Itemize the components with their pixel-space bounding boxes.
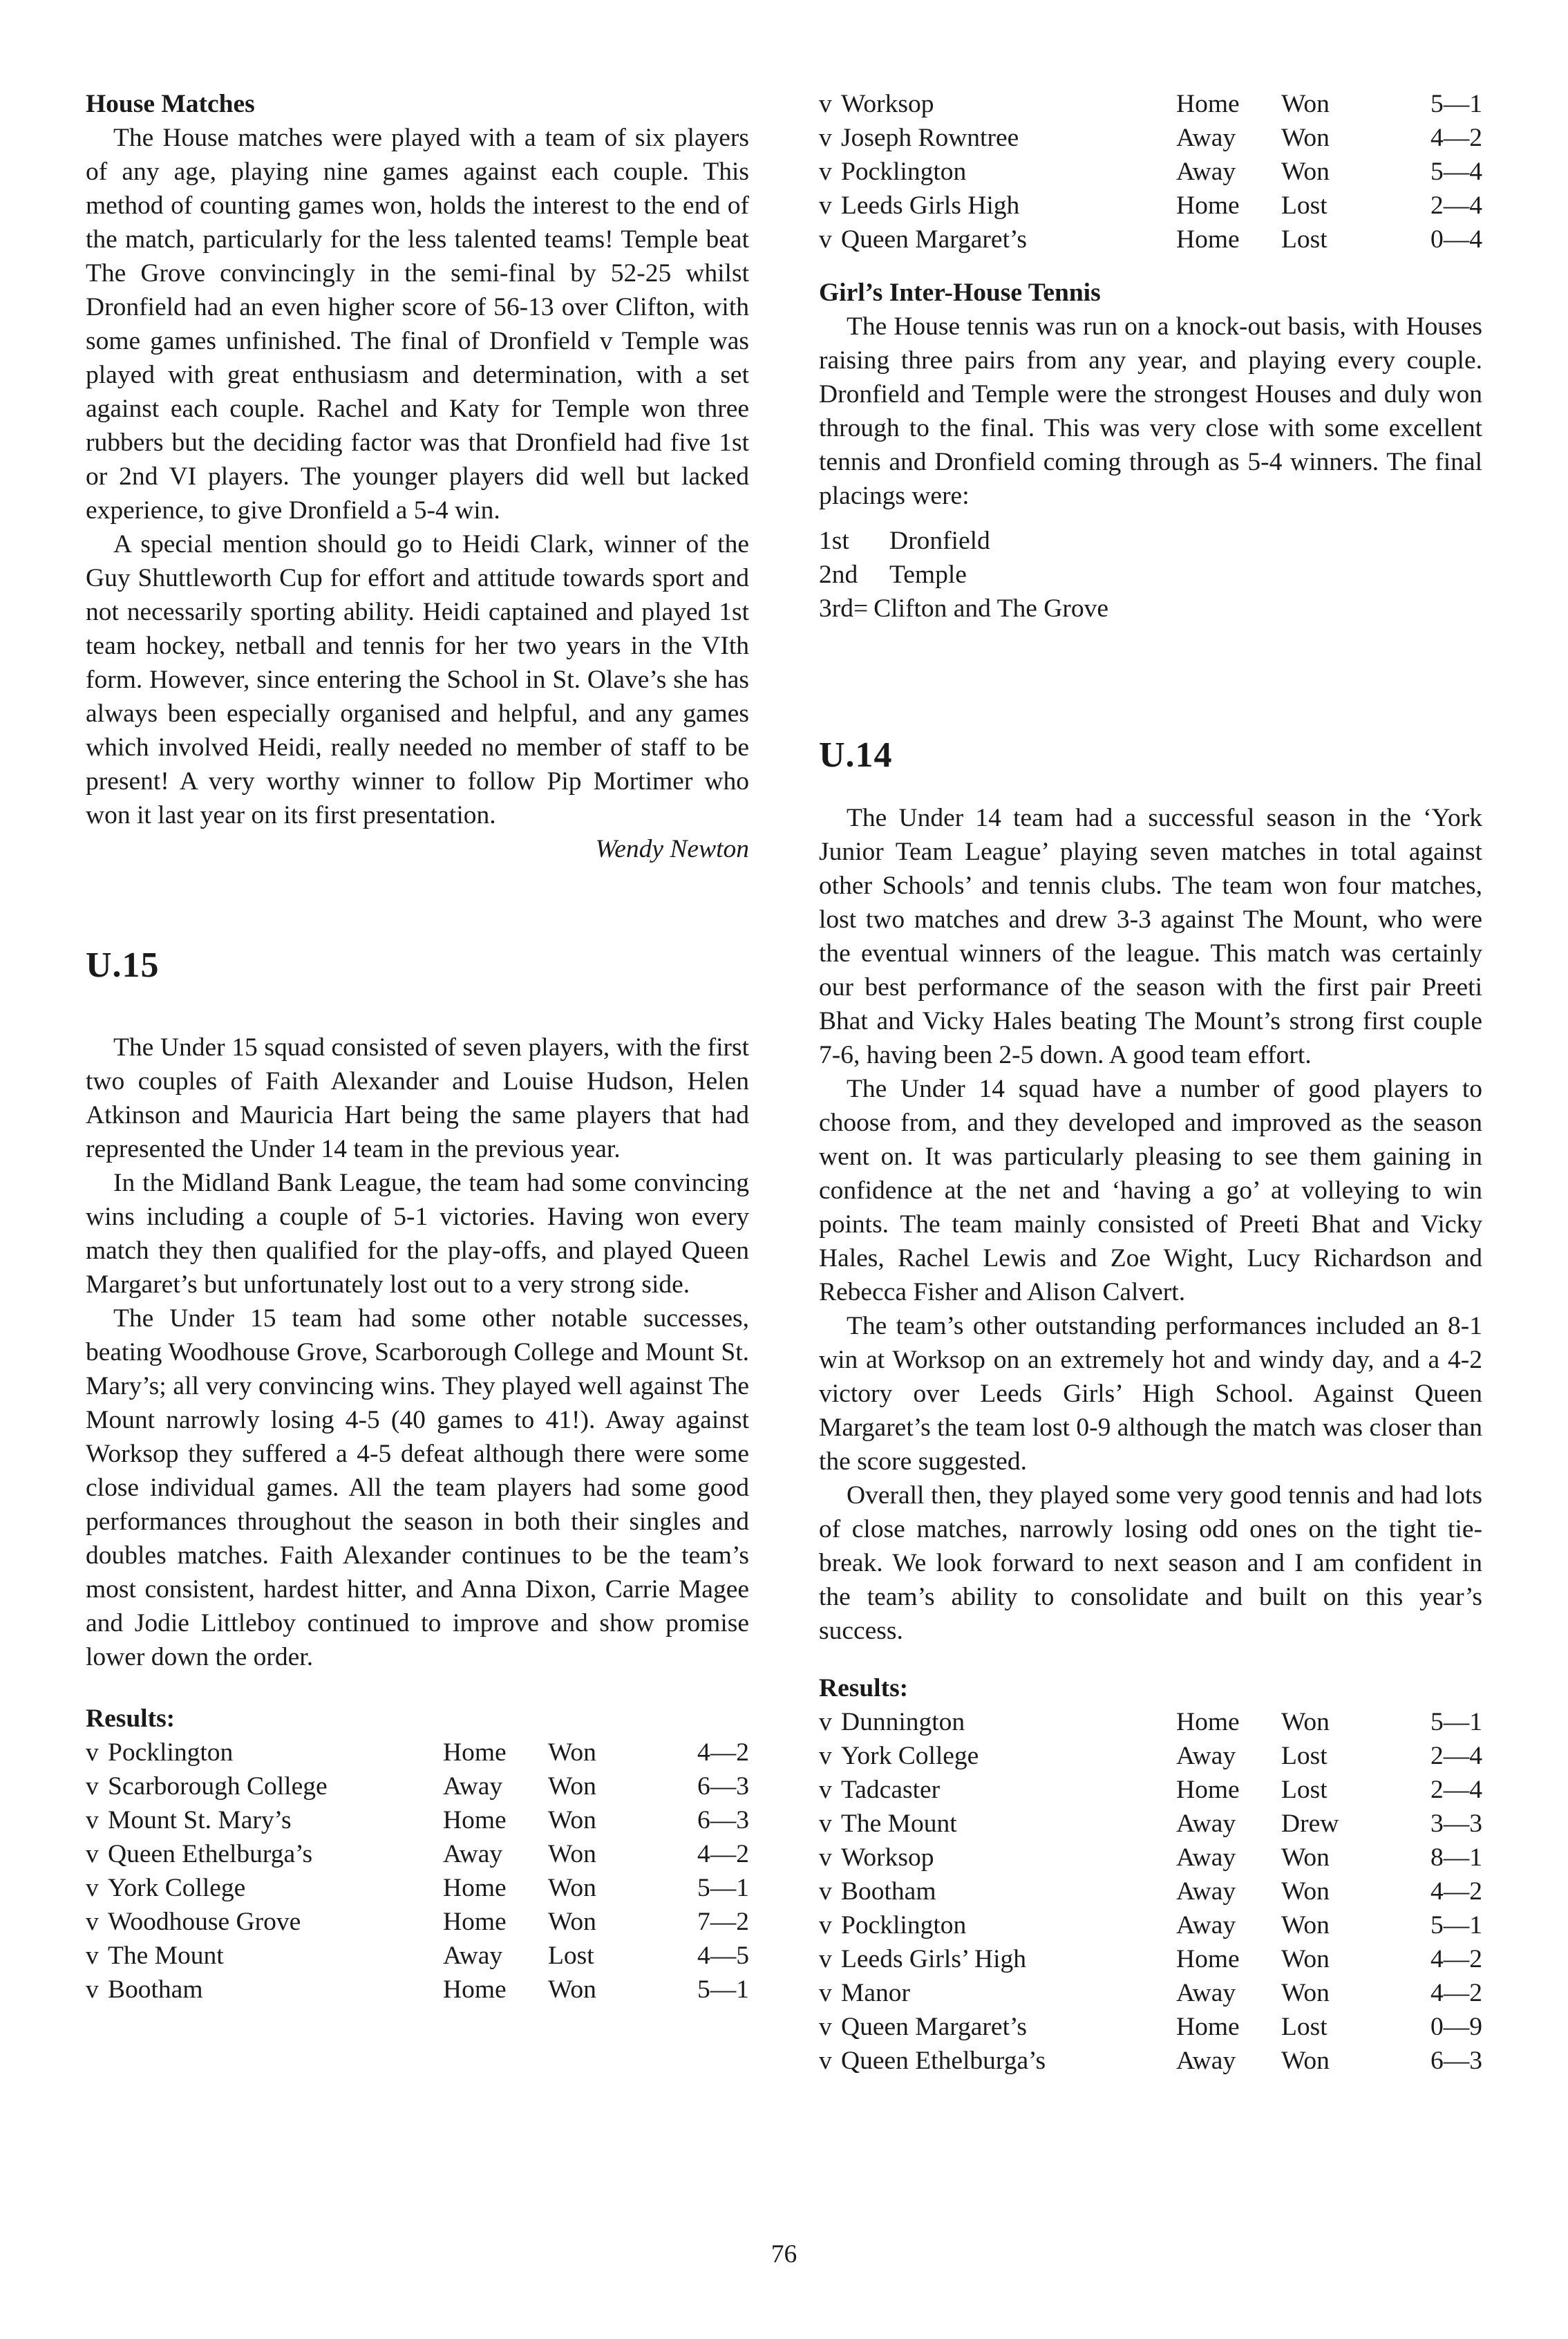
u14-paragraph: The Under 14 squad have a number of good players to choose from, and they developed and improved as the season went on. It was particularly pleasing to see them gaining in confidence at the net and ‘having a go’ at volleying to win points. The team mainly consisted of Preeti Bhat and Vicky Hales, Rachel Lewis and Zoe Wight, Lucy Richardson and Rebecca Fisher and Alison Calvert. <box>819 1075 1482 1306</box>
result-score: 6—3 <box>697 1772 749 1801</box>
u14-results-heading: Results: <box>819 1674 909 1702</box>
house-matches-paragraph: The House matches were played with a team of six players of any age, playing nine games against each couple. This method of counting games won, holds the interest to the end of the match, particularly for the less talented teams! Temple beat The Grove convincingly in the semi-final by 52-25 whilst Dronfield had an even higher score of 56-13 over Clifton, with some games unfinished. The final of Dronfield v Temple was played with great enthusiasm and determination, with a set against each couple. Rachel and Katy for Temple won three rubbers but the deciding factor was that Dronfield had five 1st or 2nd VI players. The younger players did well but lacked experience, to give Dronfield a 5-4 win. <box>86 124 749 525</box>
result-outcome: Won <box>548 1840 596 1868</box>
house-matches-paragraph: A special mention should go to Heidi Clark, winner of the Guy Shuttleworth Cup for effort and attitude towards sport and not necessarily sporting ability. Heidi captained and played 1st team hockey, netball and tennis for her two years in the VIth form. However, since entering the School in St. Olave’s she has always been especially organised and helpful, and any games which involved Heidi, really needed no member of staff to be present! A very worthy winner to follow Pip Mortimer who won it last year on its first presentation. <box>86 530 749 829</box>
placing-position: 3rd= <box>819 594 869 623</box>
result-row <box>819 1976 1482 2010</box>
signature: Wendy Newton <box>595 835 749 863</box>
result-outcome: Won <box>1281 2047 1330 2075</box>
u15-results-table <box>86 1736 749 2007</box>
result-outcome: Won <box>548 1975 596 2004</box>
u14-paragraph: The team’s other outstanding performances included an 8-1 win at Worksop on an extremely hot and windy day, and a 4-2 victory over Leeds Girls’ High School. Against Queen Margaret’s the team lost 0-9 although the match was closer than the score suggested. <box>819 1312 1482 1476</box>
result-opponent: Tadcaster <box>841 1776 941 1804</box>
result-venue: Home <box>1176 191 1240 220</box>
result-v: v <box>819 2013 832 2041</box>
u14-paragraph: Overall then, they played some very good tennis and had lots of close matches, narrowly losing odd ones on the tight tie-break. We look forward to next season and I am confident in the team’s ability to consolidate and built on this year’s success. <box>819 1481 1482 1645</box>
result-score: 7—2 <box>697 1908 749 1936</box>
result-venue: Away <box>1176 1810 1236 1838</box>
result-outcome: Lost <box>1281 2013 1328 2041</box>
result-row <box>86 1803 749 1837</box>
result-opponent: Manor <box>841 1979 910 2007</box>
result-score: 8—1 <box>1430 1843 1482 1872</box>
u15-paragraph: The Under 15 squad consisted of seven players, with the first two couples of Faith Alexander and Louise Hudson, Helen Atkinson and Mauricia Hart being the same players that had represented the Under 14 team in the previous year. <box>86 1033 749 1163</box>
result-row <box>86 1905 749 1939</box>
result-row <box>819 1705 1482 1739</box>
result-v: v <box>819 1945 832 1973</box>
u15-paragraph: The Under 15 team had some other notable successes, beating Woodhouse Grove, Scarborough College and Mount St. Mary’s; all very convincing wins. They played well against The Mount narrowly losing 4-5 (40 games to 41!). Away against Worksop they suffered a 4-5 defeat although there were some close individual games. All the team players had some good performances throughout the season in both their singles and doubles matches. Faith Alexander continues to be the team’s most consistent, hardest hitter, and Anna Dixon, Carrie Magee and Jodie Littleboy continued to improve and show promise lower down the order. <box>86 1304 749 1671</box>
result-venue: Home <box>443 1738 507 1767</box>
placing-position: 1st <box>819 527 849 555</box>
result-score: 0—4 <box>1430 225 1482 254</box>
result-outcome: Won <box>548 1806 596 1834</box>
result-v: v <box>86 1772 99 1801</box>
result-row <box>819 121 1482 155</box>
result-outcome: Won <box>548 1738 596 1767</box>
result-row <box>819 1942 1482 1976</box>
result-opponent: Mount St. Mary’s <box>108 1806 292 1834</box>
result-score: 3—3 <box>1430 1810 1482 1838</box>
result-venue: Home <box>443 1806 507 1834</box>
result-opponent: Worksop <box>841 90 934 118</box>
result-row <box>819 1875 1482 1908</box>
result-venue: Home <box>1176 1708 1240 1736</box>
result-opponent: Bootham <box>841 1877 936 1906</box>
u15-results-body <box>86 1736 749 2007</box>
result-opponent: Worksop <box>841 1843 934 1872</box>
result-opponent: Leeds Girls High <box>841 191 1020 220</box>
result-venue: Away <box>1176 1911 1236 1939</box>
result-venue: Away <box>1176 158 1236 186</box>
result-row <box>86 1736 749 1769</box>
result-venue: Home <box>1176 1945 1240 1973</box>
result-row <box>819 1908 1482 1942</box>
result-v: v <box>86 1840 99 1868</box>
u15-heading: U.15 <box>86 946 160 985</box>
result-opponent: Queen Ethelburga’s <box>841 2047 1046 2075</box>
result-outcome: Won <box>1281 1843 1330 1872</box>
result-venue: Home <box>1176 1776 1240 1804</box>
result-score: 4—5 <box>697 1942 749 1970</box>
placing-house: Dronfield <box>889 527 990 555</box>
placing-house: Temple <box>889 561 967 589</box>
result-v: v <box>819 158 832 186</box>
result-outcome: Won <box>1281 1877 1330 1906</box>
result-opponent: Pocklington <box>841 1911 967 1939</box>
result-score: 4—2 <box>1430 1945 1482 1973</box>
result-venue: Away <box>443 1942 503 1970</box>
result-v: v <box>86 1874 99 1902</box>
left-column <box>86 87 749 2007</box>
u14-results-body <box>819 1705 1482 2078</box>
result-score: 0—9 <box>1430 2013 1482 2041</box>
result-venue: Away <box>443 1772 503 1801</box>
result-venue: Home <box>443 1975 507 2004</box>
result-row <box>819 1841 1482 1875</box>
result-opponent: The Mount <box>108 1942 224 1970</box>
result-row <box>819 1739 1482 1773</box>
result-score: 4—2 <box>697 1840 749 1868</box>
result-venue: Away <box>1176 1979 1236 2007</box>
result-opponent: Joseph Rowntree <box>841 124 1019 152</box>
result-row <box>819 1807 1482 1841</box>
result-score: 5—1 <box>1430 90 1482 118</box>
result-row <box>819 1773 1482 1807</box>
result-score: 5—1 <box>1430 1911 1482 1939</box>
placing-item <box>819 558 1482 592</box>
result-opponent: Queen Margaret’s <box>841 2013 1028 2041</box>
result-v: v <box>819 1708 832 1736</box>
u14-heading: U.14 <box>819 735 893 775</box>
result-row <box>819 2044 1482 2078</box>
result-v: v <box>819 90 832 118</box>
result-opponent: Queen Ethelburga’s <box>108 1840 313 1868</box>
result-venue: Home <box>1176 90 1240 118</box>
placing-house: Clifton and The Grove <box>873 594 1109 623</box>
u14-paragraph: The Under 14 team had a successful season in the ‘York Junior Team League’ playing seven matches in total against other Schools’ and tennis clubs. The team won four matches, lost two matches and drew 3-3 against The Mount, who were the eventual winners of the league. This match was certainly our best performance of the season with the first pair Preeti Bhat and Vicky Hales beating The Mount’s strong first couple 7-6, having been 2-5 down. A good team effort. <box>819 804 1482 1069</box>
result-score: 4—2 <box>1430 1877 1482 1906</box>
result-v: v <box>819 1776 832 1804</box>
result-opponent: Pocklington <box>108 1738 234 1767</box>
result-opponent: Queen Margaret’s <box>841 225 1028 254</box>
result-outcome: Lost <box>548 1942 594 1970</box>
result-venue: Home <box>443 1874 507 1902</box>
result-opponent: The Mount <box>841 1810 957 1838</box>
u15-continued-results-table <box>819 87 1482 256</box>
u15-continued-results-body <box>819 87 1482 256</box>
result-v: v <box>819 191 832 220</box>
result-score: 4—2 <box>697 1738 749 1767</box>
u15-results-heading: Results: <box>86 1704 176 1733</box>
result-row <box>86 1939 749 1973</box>
page-number: 76 <box>771 2240 797 2268</box>
result-outcome: Lost <box>1281 1742 1328 1770</box>
result-outcome: Won <box>1281 124 1330 152</box>
result-score: 5—1 <box>697 1975 749 2004</box>
result-row <box>819 87 1482 121</box>
result-outcome: Won <box>1281 1911 1330 1939</box>
house-matches-heading: House Matches <box>86 90 255 118</box>
result-opponent: Woodhouse Grove <box>108 1908 301 1936</box>
result-outcome: Won <box>1281 90 1330 118</box>
result-row <box>819 189 1482 223</box>
result-v: v <box>819 1810 832 1838</box>
result-opponent: York College <box>108 1874 246 1902</box>
result-score: 4—2 <box>1430 124 1482 152</box>
result-row <box>86 1837 749 1871</box>
result-v: v <box>819 1843 832 1872</box>
result-opponent: Leeds Girls’ High <box>841 1945 1026 1973</box>
result-venue: Away <box>1176 1843 1236 1872</box>
result-row <box>819 155 1482 189</box>
inter-house-heading: Girl’s Inter-House Tennis <box>819 279 1101 307</box>
result-row <box>819 2010 1482 2044</box>
result-venue: Away <box>1176 124 1236 152</box>
result-v: v <box>86 1942 99 1970</box>
u15-paragraph: In the Midland Bank League, the team had some convincing wins including a couple of 5-1 victories. Having won every match they then qualified for the play-offs, and played Queen Margaret’s but unfortunately lost out to a very strong side. <box>86 1169 749 1299</box>
result-outcome: Drew <box>1281 1810 1339 1838</box>
result-outcome: Won <box>1281 1979 1330 2007</box>
result-row <box>86 1871 749 1905</box>
result-venue: Home <box>1176 225 1240 254</box>
result-venue: Home <box>1176 2013 1240 2041</box>
result-venue: Away <box>1176 2047 1236 2075</box>
result-score: 2—4 <box>1430 191 1482 220</box>
inter-house-paragraph: The House tennis was run on a knock-out basis, with Houses raising three pairs from any year, and playing every couple. Dronfield and Temple were the strongest Houses and duly won through to the final. This was very close with some excellent tennis and Dronfield coming through as 5-4 winners. The final placings were: <box>819 312 1482 510</box>
result-venue: Away <box>1176 1742 1236 1770</box>
result-outcome: Won <box>548 1772 596 1801</box>
result-outcome: Lost <box>1281 191 1328 220</box>
placings-list <box>819 524 1482 626</box>
result-outcome: Lost <box>1281 1776 1328 1804</box>
result-row <box>86 1769 749 1803</box>
result-outcome: Won <box>548 1908 596 1936</box>
placing-item <box>819 524 1482 558</box>
result-v: v <box>86 1738 99 1767</box>
placing-position: 2nd <box>819 561 858 589</box>
u14-results-table <box>819 1705 1482 2078</box>
right-column <box>819 87 1482 2078</box>
result-v: v <box>86 1975 99 2004</box>
result-opponent: Scarborough College <box>108 1772 328 1801</box>
result-venue: Away <box>1176 1877 1236 1906</box>
result-score: 5—4 <box>1430 158 1482 186</box>
result-score: 4—2 <box>1430 1979 1482 2007</box>
result-outcome: Lost <box>1281 225 1328 254</box>
result-v: v <box>86 1908 99 1936</box>
result-v: v <box>819 1742 832 1770</box>
result-row <box>819 223 1482 256</box>
result-v: v <box>819 124 832 152</box>
result-opponent: York College <box>841 1742 979 1770</box>
result-v: v <box>819 1911 832 1939</box>
result-opponent: Bootham <box>108 1975 203 2004</box>
result-v: v <box>819 225 832 254</box>
result-score: 6—3 <box>1430 2047 1482 2075</box>
result-score: 2—4 <box>1430 1742 1482 1770</box>
placing-item <box>819 592 1482 626</box>
result-outcome: Won <box>1281 1708 1330 1736</box>
result-venue: Home <box>443 1908 507 1936</box>
result-outcome: Won <box>1281 158 1330 186</box>
result-venue: Away <box>443 1840 503 1868</box>
result-row <box>86 1973 749 2007</box>
result-score: 5—1 <box>697 1874 749 1902</box>
result-opponent: Dunnington <box>841 1708 965 1736</box>
result-opponent: Pocklington <box>841 158 967 186</box>
result-v: v <box>819 2047 832 2075</box>
result-v: v <box>819 1877 832 1906</box>
result-outcome: Won <box>548 1874 596 1902</box>
result-score: 6—3 <box>697 1806 749 1834</box>
result-score: 2—4 <box>1430 1776 1482 1804</box>
result-v: v <box>819 1979 832 2007</box>
result-score: 5—1 <box>1430 1708 1482 1736</box>
result-outcome: Won <box>1281 1945 1330 1973</box>
result-v: v <box>86 1806 99 1834</box>
